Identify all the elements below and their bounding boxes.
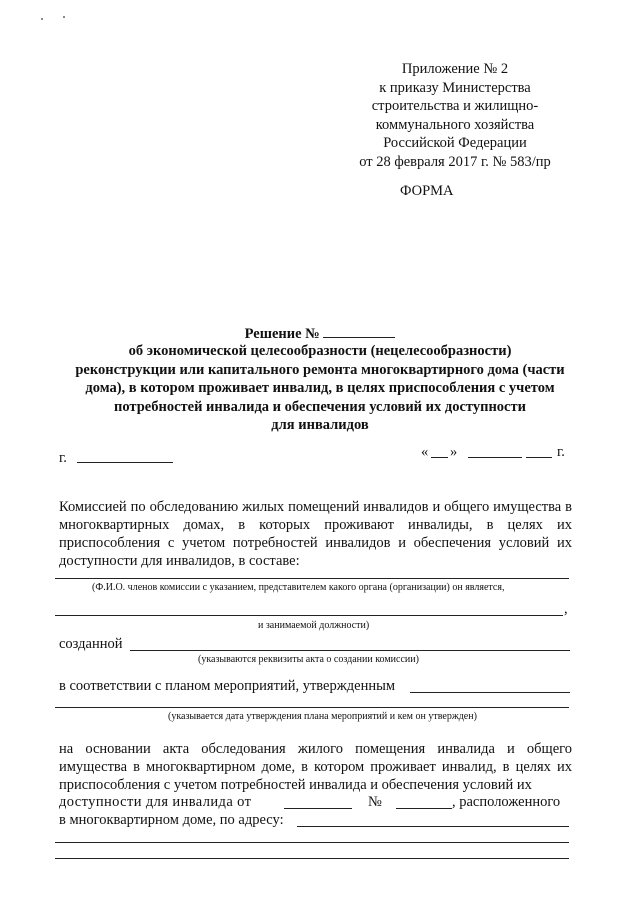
form-label: ФОРМА	[400, 183, 454, 199]
date-year-suffix: г.	[557, 444, 565, 460]
place-prefix: г.	[59, 450, 67, 466]
appendix-line: коммунального хозяйства	[375, 116, 535, 133]
decision-title	[40, 342, 600, 435]
date-month-blank[interactable]	[468, 457, 522, 458]
address-label: в многоквартирном доме, по адресу:	[59, 812, 284, 828]
appendix-block	[340, 60, 570, 171]
members-blank-2[interactable]	[55, 615, 563, 616]
accessibility-date-label: доступности для инвалида от	[59, 794, 252, 810]
decision-number-heading	[40, 324, 600, 344]
appendix-line: Приложение № 2	[401, 61, 509, 77]
plan-date-blank[interactable]	[55, 707, 569, 708]
appendix-line: Российской Федерации	[383, 135, 527, 151]
address-blank-2[interactable]	[55, 842, 569, 843]
inspection-paragraph: на основании акта обследования жилого помещения инвалида и общего имущества в многоквартирном доме, в котором проживает инвалид, в целях их приспособления с учетом потребностей инвалида и обеспечения условий их	[59, 741, 572, 793]
position-caption: и занимаемой должности)	[258, 620, 370, 631]
address-blank[interactable]	[297, 826, 569, 827]
appendix-line: к приказу Министерства	[379, 79, 531, 96]
act-date-blank[interactable]	[284, 808, 352, 809]
date-open-quote: «	[421, 444, 429, 460]
trailing-comma: ,	[564, 601, 568, 617]
act-details-caption: (указываются реквизиты акта о создании комиссии)	[198, 654, 419, 665]
title-line: дома), в котором проживает инвалид, в целях приспособления с учетом	[85, 380, 555, 396]
commission-paragraph: Комиссией по обследованию жилых помещений инвалидов и общего имущества в многоквартирных домах, в которых проживают инвалиды, в целях их приспособления с учетом потребностей инвалидов и обеспечения условий их доступности для инвалидов, в составе:	[59, 499, 572, 569]
date-close-quote: »	[450, 444, 458, 460]
date-year-blank[interactable]	[526, 457, 552, 458]
appendix-line: строительства и жилищно-	[371, 98, 539, 114]
decision-number-blank[interactable]	[323, 324, 395, 338]
created-label: созданной	[59, 636, 123, 652]
act-details-blank[interactable]	[130, 650, 570, 651]
act-number-sign: №	[368, 794, 382, 810]
decision-number-prefix: Решение №	[244, 326, 320, 342]
located-label: , расположенного	[452, 794, 561, 810]
members-caption: (Ф.И.О. членов комиссии с указанием, представителем какого органа (организации) он является,	[92, 582, 505, 593]
title-line: потребностей инвалида и обеспечения условий их доступности	[114, 398, 526, 415]
scan-speck	[41, 18, 43, 20]
appendix-line: от 28 февраля 2017 г. № 583/пр	[359, 153, 551, 170]
date-day-blank[interactable]	[431, 457, 448, 458]
title-line: об экономической целесообразности (нецелесообразности)	[128, 343, 512, 359]
act-number-blank[interactable]	[396, 808, 452, 809]
plan-label: в соответствии с планом мероприятий, утвержденным	[59, 678, 396, 694]
plan-date-caption: (указывается дата утверждения плана мероприятий и кем он утвержден)	[168, 711, 477, 722]
scan-speck	[63, 16, 65, 18]
place-blank[interactable]	[77, 462, 173, 463]
members-blank[interactable]	[55, 578, 569, 579]
plan-blank[interactable]	[410, 692, 570, 693]
address-blank-3[interactable]	[55, 858, 569, 859]
title-line: реконструкции или капитального ремонта многоквартирного дома (части	[75, 361, 565, 378]
title-line: для инвалидов	[271, 417, 369, 433]
